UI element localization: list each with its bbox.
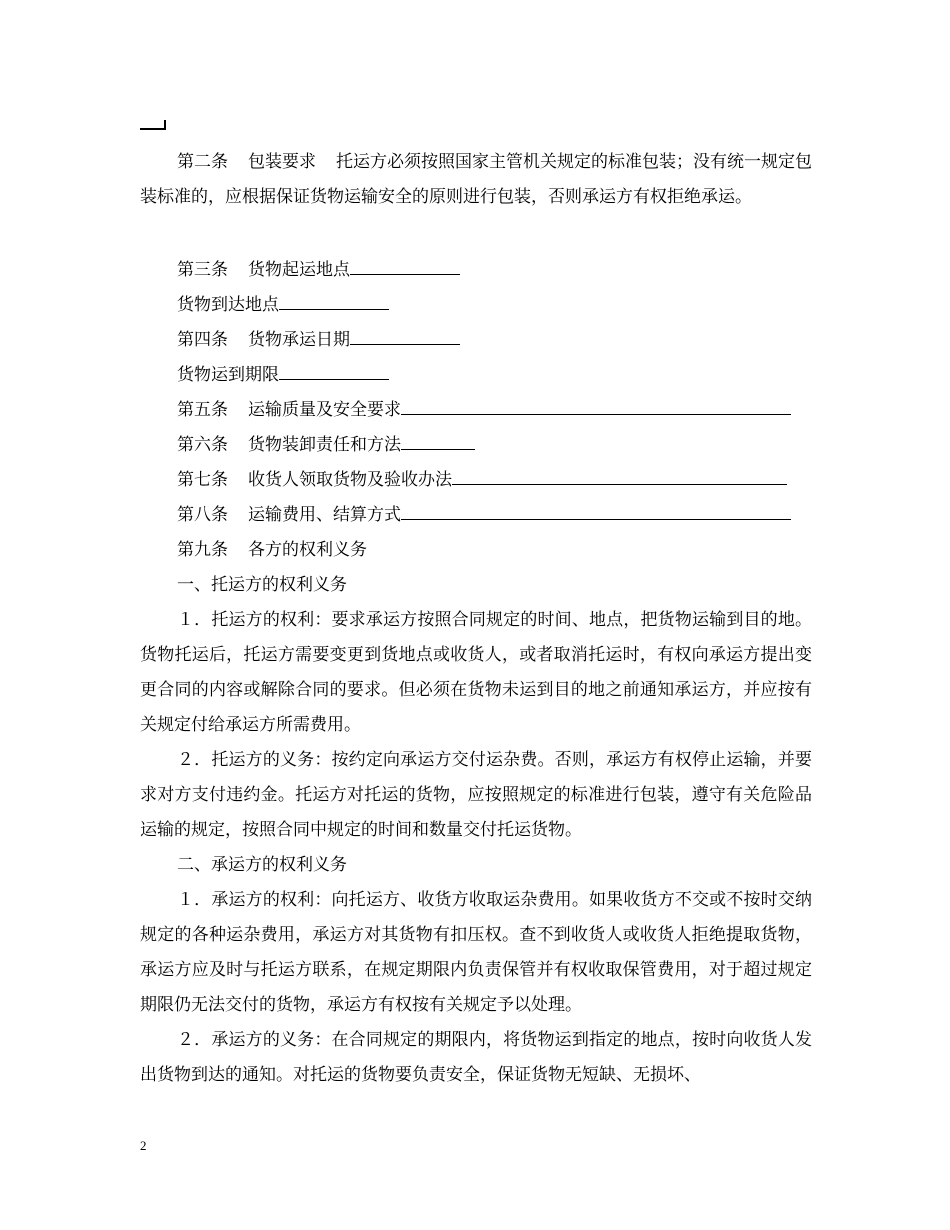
article-9-title: 各方的权利义务 bbox=[248, 540, 367, 560]
article-5-title: 运输质量及安全要求 bbox=[248, 400, 401, 420]
article-8-blank bbox=[401, 501, 791, 520]
article-7-blank bbox=[452, 466, 787, 485]
article-3-blank bbox=[350, 256, 460, 275]
article-2-paragraph bbox=[140, 145, 812, 215]
article-4-blank bbox=[350, 326, 460, 345]
section-1-item-2: ２．托运方的义务：按约定向承运方交付运杂费。否则，承运方有权停止运输，并要求对方支付违约金。托运方对托运的货物，应按照规定的标准进行包装，遵守有关危险品运输的规定，按照合同中规定的时间和数量交付托运货物。 bbox=[140, 750, 812, 840]
article-8-line bbox=[177, 498, 791, 533]
arrival-blank bbox=[279, 291, 389, 310]
article-9-label: 第九条 bbox=[177, 540, 228, 560]
article-8-label: 第八条 bbox=[177, 505, 228, 525]
article-5-blank bbox=[401, 396, 791, 415]
article-7-label: 第七条 bbox=[177, 470, 228, 490]
article-2-text: 托运方必须按照国家主管机关规定的标准包装；没有统一规定包装标准的，应根据保证货物运输安全的原则进行包装，否则承运方有权拒绝承运。 bbox=[140, 152, 812, 207]
article-6-blank bbox=[401, 431, 475, 450]
article-7-title: 收货人领取货物及验收办法 bbox=[248, 470, 452, 490]
section-2-item-2: ２．承运方的义务：在合同规定的期限内，将货物运到指定的地点，按时向收货人发出货物到达的通知。对托运的货物要负责安全，保证货物无短缺、无损坏、 bbox=[140, 1030, 812, 1085]
article-3-title: 货物起运地点 bbox=[248, 260, 350, 280]
article-2-title: 包装要求 bbox=[248, 152, 316, 172]
corner-crop-mark bbox=[140, 120, 166, 130]
deadline-blank bbox=[279, 361, 389, 380]
article-4-label: 第四条 bbox=[177, 330, 228, 350]
article-6-line bbox=[177, 428, 475, 463]
article-5-label: 第五条 bbox=[177, 400, 228, 420]
article-8-title: 运输费用、结算方式 bbox=[248, 505, 401, 525]
deadline-title: 货物运到期限 bbox=[177, 365, 279, 385]
arrival-title: 货物到达地点 bbox=[177, 295, 279, 315]
article-3-line bbox=[177, 253, 460, 288]
section-1-item-1: １．托运方的权利：要求承运方按照合同规定的时间、地点，把货物运输到目的地。货物托运后，托运方需要变更到货地点或收货人，或者取消托运时，有权向承运方提出变更合同的内容或解除合同的要求。但必须在货物未运到目的地之前通知承运方，并应按有关规定付给承运方所需费用。 bbox=[140, 610, 812, 735]
page-number: 2 bbox=[140, 1138, 147, 1153]
arrival-line bbox=[177, 288, 389, 323]
article-6-label: 第六条 bbox=[177, 435, 228, 455]
section-1-heading: 一、托运方的权利义务 bbox=[177, 575, 347, 595]
article-6-title: 货物装卸责任和方法 bbox=[248, 435, 401, 455]
article-9-line bbox=[177, 533, 367, 568]
article-3-label: 第三条 bbox=[177, 260, 228, 280]
article-4-title: 货物承运日期 bbox=[248, 330, 350, 350]
article-7-line bbox=[177, 463, 787, 498]
deadline-line bbox=[177, 358, 389, 393]
section-2-item-1: １．承运方的权利：向托运方、收货方收取运杂费用。如果收货方不交或不按时交纳规定的各种运杂费用，承运方对其货物有扣压权。查不到收货人或收货人拒绝提取货物，承运方应及时与托运方联系，在规定期限内负责保管并有权收取保管费用，对于超过规定期限仍无法交付的货物，承运方有权按有关规定予以处理。 bbox=[140, 890, 812, 1015]
section-2-heading: 二、承运方的权利义务 bbox=[177, 855, 347, 875]
article-4-line bbox=[177, 323, 460, 358]
article-5-line bbox=[177, 393, 791, 428]
article-2-label: 第二条 bbox=[177, 152, 228, 172]
